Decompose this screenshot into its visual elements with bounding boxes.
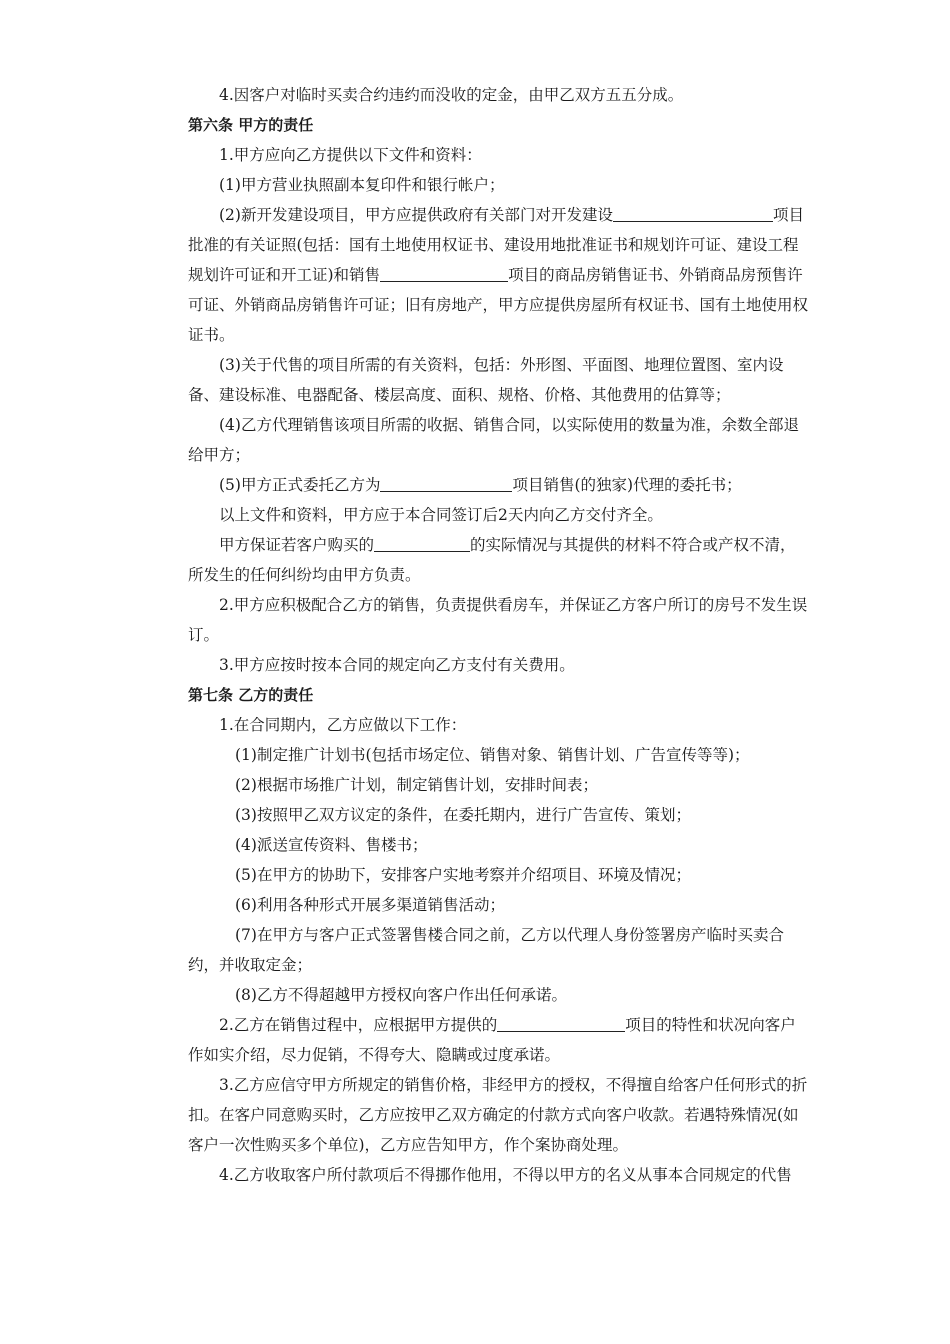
text-segment: 的实际情况与其提供的材料不符合或产权不清，所发生的任何纠纷均由甲方负责。 <box>188 536 796 584</box>
article-7-item-1: 1.在合同期内，乙方应做以下工作： <box>219 716 467 734</box>
article-7-item-1-3: (3)按照甲乙双方议定的条件，在委托期内，进行广告宣传、策划； <box>235 806 691 824</box>
text-segment: (5)甲方正式委托乙方为 <box>219 476 381 494</box>
text-segment: 项目的商品房销售证书、外销商品房预售许可证、外销商品房销售许可证；旧有房地产，甲方应提供房屋所有权证书、国有土地使用权证书。 <box>188 266 809 344</box>
text-segment: 2.乙方在销售过程中，应根据甲方提供的 <box>219 1016 498 1034</box>
fill-blank <box>497 1015 625 1032</box>
article-7-item-1-1: (1)制定推广计划书(包括市场定位、销售对象、销售计划、广告宣传等等)； <box>235 746 750 764</box>
article-6-item-1-2 <box>188 200 808 350</box>
article-7-item-1-7: (7)在甲方与客户正式签署售楼合同之前，乙方以代理人身份签署房产临时买卖合约，并收取定金； <box>188 926 784 974</box>
fill-blank <box>374 535 470 552</box>
article-6-item-1: 1.甲方应向乙方提供以下文件和资料： <box>219 146 482 164</box>
text-segment: 甲方保证若客户购买的 <box>219 536 375 554</box>
article-7-item-1-6: (6)利用各种形式开展多渠道销售活动； <box>235 896 505 914</box>
text-segment: 项目的特性和状况向客户作如实介绍，尽力促销，不得夸大、隐瞒或过度承诺。 <box>188 1016 796 1064</box>
article-6-heading: 第六条 甲方的责任 <box>188 116 314 134</box>
article-6-delivery-note: 以上文件和资料，甲方应于本合同签订后2天内向乙方交付齐全。 <box>219 506 663 524</box>
text-segment: (2)新开发建设项目，甲方应提供政府有关部门对开发建设 <box>219 206 613 224</box>
article-6-item-1-3: (3)关于代售的项目所需的有关资料，包括：外形图、平面图、地理位置图、室内设备、建设标准、电器配备、楼层高度、面积、规格、价格、其他费用的估算等； <box>188 356 784 404</box>
text-segment: 项目批准的有关证照(包括：国有土地使用权证书、建设用地批准证书和规划许可证、建设工程规划许可证和开工证)和销售 <box>188 206 804 284</box>
fill-blank <box>613 205 773 222</box>
article-6-warranty <box>188 530 808 590</box>
article-7-item-3: 3.乙方应信守甲方所规定的销售价格，非经甲方的授权，不得擅自给客户任何形式的折扣。在客户同意购买时，乙方应按甲乙双方确定的付款方式向客户收款。若遇特殊情况(如客户一次性购买多个单位)，乙方应告知甲方，作个案协商处理。 <box>188 1076 808 1154</box>
article-7-item-1-4: (4)派送宣传资料、售楼书； <box>235 836 428 854</box>
article-7-item-1-2: (2)根据市场推广计划，制定销售计划，安排时间表； <box>235 776 598 794</box>
fill-blank <box>380 265 508 282</box>
article-6-item-1-1: (1)甲方营业执照副本复印件和银行帐户； <box>219 176 505 194</box>
article-6-item-1-5 <box>188 470 808 500</box>
article-6-item-2: 2.甲方应积极配合乙方的销售，负责提供看房车，并保证乙方客户所订的房号不发生误订。 <box>188 596 808 644</box>
article-7-item-4: 4.乙方收取客户所付款项后不得挪作他用，不得以甲方的名义从事本合同规定的代售 <box>219 1166 792 1184</box>
clause-5-item-4: 4.因客户对临时买卖合约违约而没收的定金，由甲乙双方五五分成。 <box>219 86 684 104</box>
document-body <box>188 80 808 1190</box>
fill-blank <box>380 475 512 492</box>
text-segment: 项目销售(的独家)代理的委托书； <box>512 476 742 494</box>
article-7-item-1-5: (5)在甲方的协助下，安排客户实地考察并介绍项目、环境及情况； <box>235 866 691 884</box>
article-7-item-2 <box>188 1010 808 1070</box>
article-6-item-3: 3.甲方应按时按本合同的规定向乙方支付有关费用。 <box>219 656 575 674</box>
article-6-item-1-4: (4)乙方代理销售该项目所需的收据、销售合同，以实际使用的数量为准，余数全部退给甲方； <box>188 416 799 464</box>
article-7-heading: 第七条 乙方的责任 <box>188 686 314 704</box>
article-7-item-1-8: (8)乙方不得超越甲方授权向客户作出任何承诺。 <box>235 986 567 1004</box>
